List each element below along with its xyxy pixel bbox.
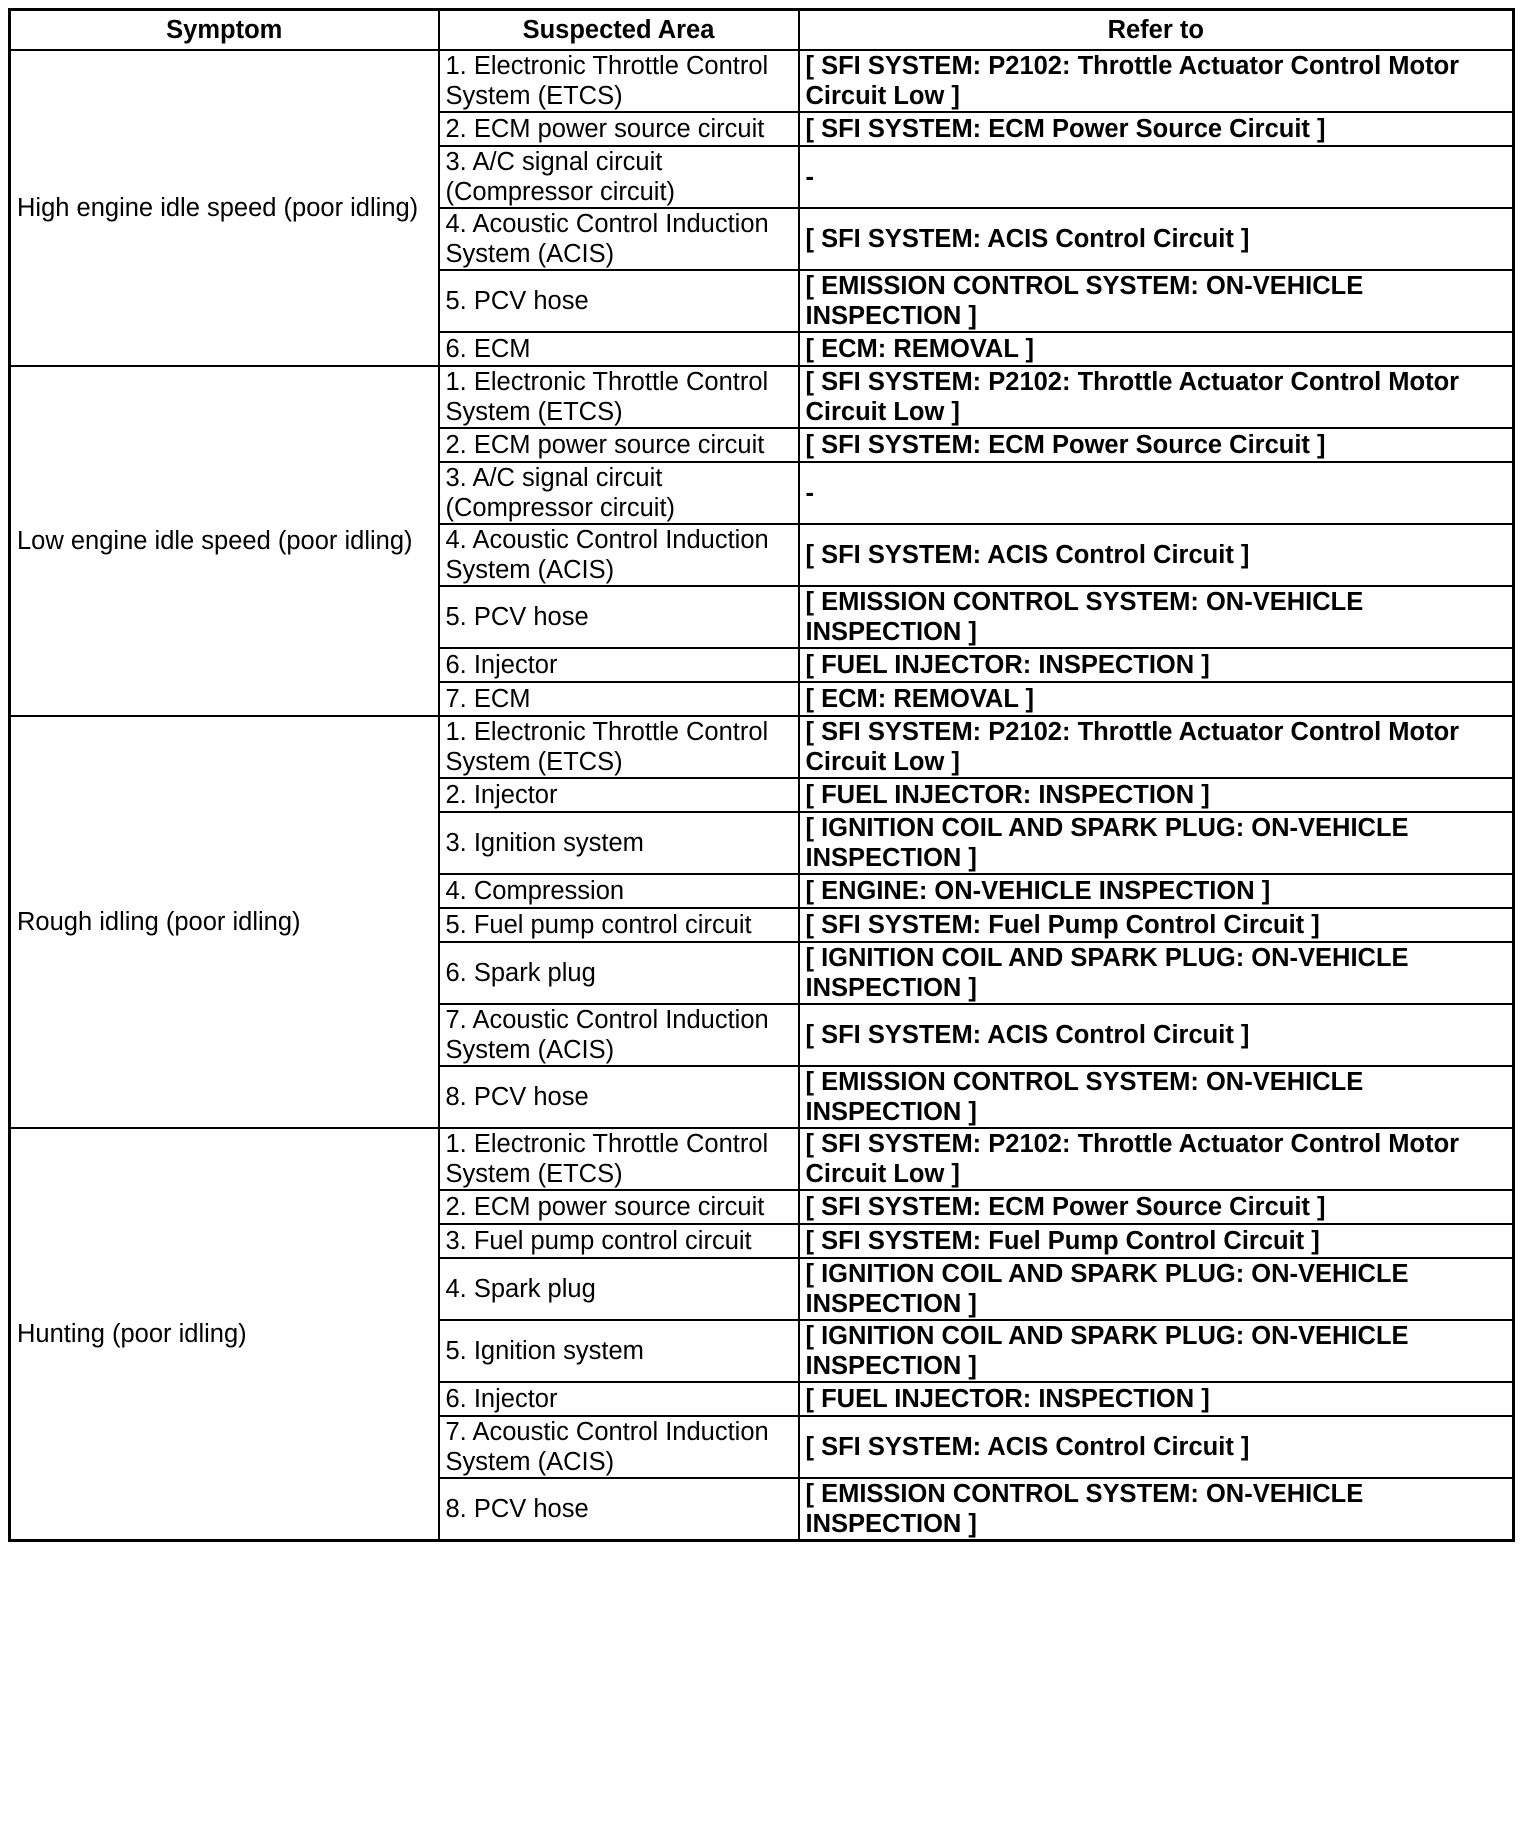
suspected-area-cell: 2. Injector [439, 778, 799, 812]
refer-to-link[interactable]: [ SFI SYSTEM: ACIS Control Circuit ] [799, 208, 1514, 270]
suspected-area-cell: 6. Spark plug [439, 942, 799, 1004]
refer-to-link[interactable]: [ SFI SYSTEM: ACIS Control Circuit ] [799, 1416, 1514, 1478]
suspected-area-cell: 7. Acoustic Control Induction System (ACIS) [439, 1416, 799, 1478]
refer-to-link[interactable]: [ IGNITION COIL AND SPARK PLUG: ON-VEHICLE INSPECTION ] [799, 1258, 1514, 1320]
table-body [10, 50, 1514, 1541]
suspected-area-cell: 4. Compression [439, 874, 799, 908]
refer-to-link[interactable]: [ EMISSION CONTROL SYSTEM: ON-VEHICLE INSPECTION ] [799, 1478, 1514, 1541]
suspected-area-cell: 3. Ignition system [439, 812, 799, 874]
refer-to-link[interactable]: [ IGNITION COIL AND SPARK PLUG: ON-VEHICLE INSPECTION ] [799, 942, 1514, 1004]
table-row [10, 50, 1514, 112]
table-row [10, 716, 1514, 778]
header-symptom: Symptom [10, 10, 439, 51]
suspected-area-cell: 6. Injector [439, 648, 799, 682]
troubleshooting-table-wrapper [8, 8, 1512, 1542]
refer-to-link[interactable]: [ EMISSION CONTROL SYSTEM: ON-VEHICLE INSPECTION ] [799, 270, 1514, 332]
symptom-cell: Low engine idle speed (poor idling) [10, 366, 439, 716]
suspected-area-cell: 4. Spark plug [439, 1258, 799, 1320]
refer-to-link[interactable]: [ FUEL INJECTOR: INSPECTION ] [799, 648, 1514, 682]
table-row [10, 366, 1514, 428]
troubleshooting-table [8, 8, 1515, 1542]
table-row [10, 1128, 1514, 1190]
refer-to-link[interactable]: [ EMISSION CONTROL SYSTEM: ON-VEHICLE INSPECTION ] [799, 1066, 1514, 1128]
refer-to-link[interactable]: [ SFI SYSTEM: P2102: Throttle Actuator Control Motor Circuit Low ] [799, 1128, 1514, 1190]
symptom-cell: Rough idling (poor idling) [10, 716, 439, 1128]
refer-to-link[interactable]: [ SFI SYSTEM: P2102: Throttle Actuator Control Motor Circuit Low ] [799, 366, 1514, 428]
suspected-area-cell: 8. PCV hose [439, 1478, 799, 1541]
suspected-area-cell: 8. PCV hose [439, 1066, 799, 1128]
suspected-area-cell: 2. ECM power source circuit [439, 1190, 799, 1224]
suspected-area-cell: 1. Electronic Throttle Control System (ETCS) [439, 1128, 799, 1190]
refer-to-link[interactable]: [ SFI SYSTEM: ACIS Control Circuit ] [799, 524, 1514, 586]
refer-to-link[interactable]: [ ECM: REMOVAL ] [799, 682, 1514, 716]
refer-to-link[interactable]: [ SFI SYSTEM: ECM Power Source Circuit ] [799, 428, 1514, 462]
refer-to-link[interactable]: [ SFI SYSTEM: Fuel Pump Control Circuit ] [799, 1224, 1514, 1258]
refer-to-link[interactable]: [ SFI SYSTEM: ECM Power Source Circuit ] [799, 112, 1514, 146]
refer-to-link[interactable]: [ ENGINE: ON-VEHICLE INSPECTION ] [799, 874, 1514, 908]
refer-to-link[interactable]: [ IGNITION COIL AND SPARK PLUG: ON-VEHICLE INSPECTION ] [799, 1320, 1514, 1382]
header-suspected-area: Suspected Area [439, 10, 799, 51]
suspected-area-cell: 6. Injector [439, 1382, 799, 1416]
refer-to-link: - [799, 462, 1514, 524]
suspected-area-cell: 3. A/C signal circuit (Compressor circuit) [439, 146, 799, 208]
header-row [10, 10, 1514, 51]
refer-to-link[interactable]: [ ECM: REMOVAL ] [799, 332, 1514, 366]
suspected-area-cell: 2. ECM power source circuit [439, 428, 799, 462]
suspected-area-cell: 5. Fuel pump control circuit [439, 908, 799, 942]
refer-to-link[interactable]: [ SFI SYSTEM: P2102: Throttle Actuator Control Motor Circuit Low ] [799, 716, 1514, 778]
refer-to-link[interactable]: [ EMISSION CONTROL SYSTEM: ON-VEHICLE INSPECTION ] [799, 586, 1514, 648]
suspected-area-cell: 3. A/C signal circuit (Compressor circuit) [439, 462, 799, 524]
refer-to-link[interactable]: [ FUEL INJECTOR: INSPECTION ] [799, 778, 1514, 812]
suspected-area-cell: 7. ECM [439, 682, 799, 716]
suspected-area-cell: 2. ECM power source circuit [439, 112, 799, 146]
suspected-area-cell: 1. Electronic Throttle Control System (ETCS) [439, 366, 799, 428]
suspected-area-cell: 1. Electronic Throttle Control System (ETCS) [439, 716, 799, 778]
symptom-cell: Hunting (poor idling) [10, 1128, 439, 1541]
refer-to-link[interactable]: [ SFI SYSTEM: Fuel Pump Control Circuit ] [799, 908, 1514, 942]
symptom-cell: High engine idle speed (poor idling) [10, 50, 439, 366]
suspected-area-cell: 3. Fuel pump control circuit [439, 1224, 799, 1258]
header-refer-to: Refer to [799, 10, 1514, 51]
refer-to-link[interactable]: [ FUEL INJECTOR: INSPECTION ] [799, 1382, 1514, 1416]
suspected-area-cell: 1. Electronic Throttle Control System (ETCS) [439, 50, 799, 112]
refer-to-link[interactable]: [ IGNITION COIL AND SPARK PLUG: ON-VEHICLE INSPECTION ] [799, 812, 1514, 874]
refer-to-link: - [799, 146, 1514, 208]
suspected-area-cell: 4. Acoustic Control Induction System (ACIS) [439, 208, 799, 270]
suspected-area-cell: 5. PCV hose [439, 270, 799, 332]
refer-to-link[interactable]: [ SFI SYSTEM: ECM Power Source Circuit ] [799, 1190, 1514, 1224]
refer-to-link[interactable]: [ SFI SYSTEM: P2102: Throttle Actuator Control Motor Circuit Low ] [799, 50, 1514, 112]
suspected-area-cell: 5. Ignition system [439, 1320, 799, 1382]
suspected-area-cell: 7. Acoustic Control Induction System (ACIS) [439, 1004, 799, 1066]
refer-to-link[interactable]: [ SFI SYSTEM: ACIS Control Circuit ] [799, 1004, 1514, 1066]
suspected-area-cell: 5. PCV hose [439, 586, 799, 648]
suspected-area-cell: 4. Acoustic Control Induction System (ACIS) [439, 524, 799, 586]
suspected-area-cell: 6. ECM [439, 332, 799, 366]
table-header [10, 10, 1514, 51]
